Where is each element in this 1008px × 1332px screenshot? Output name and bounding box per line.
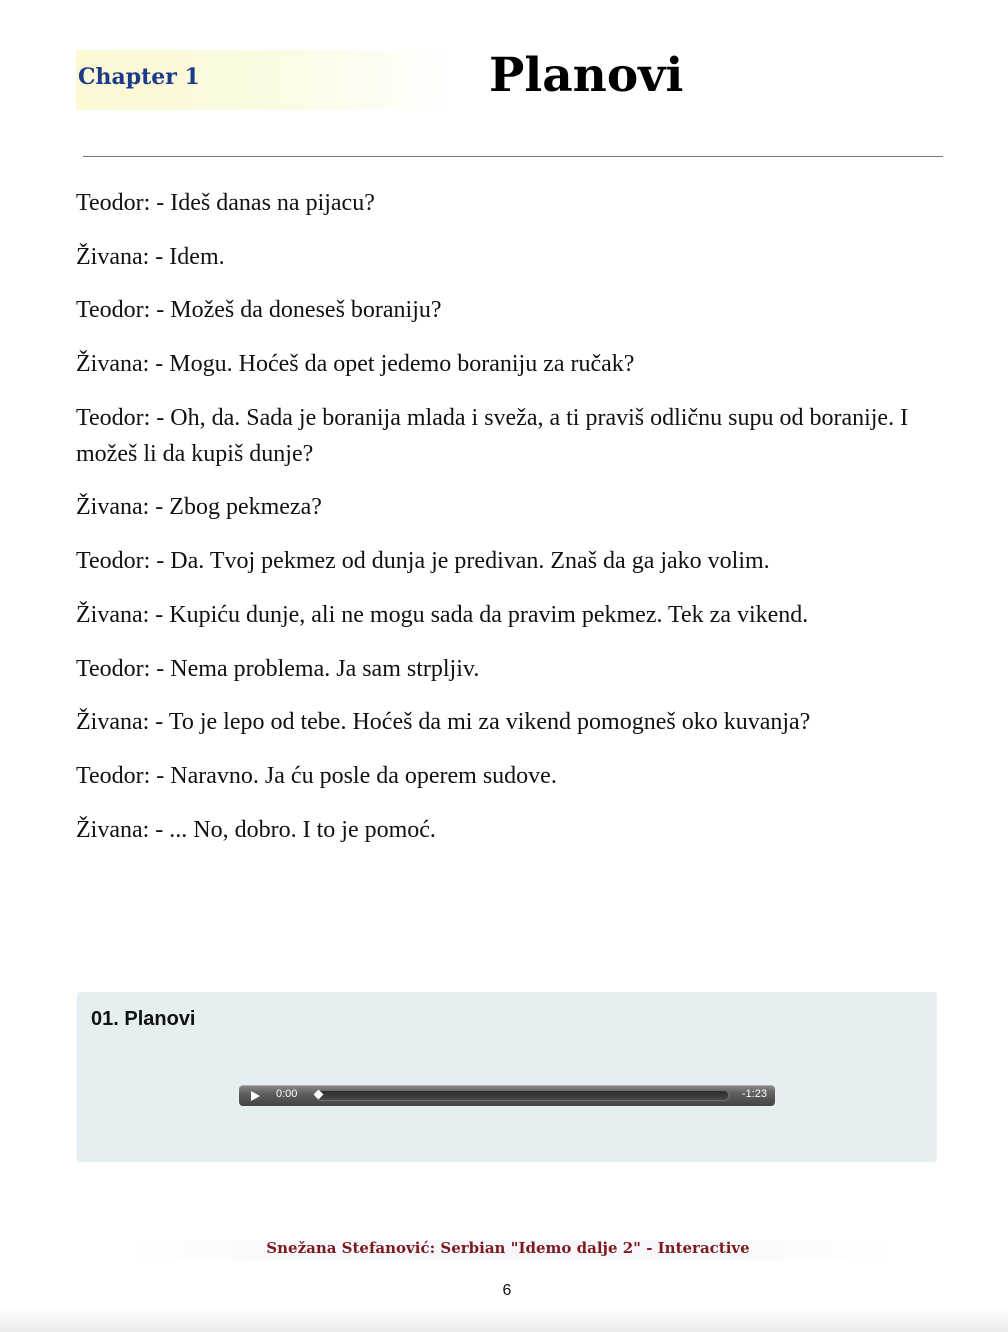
dialogue-line: Teodor: - Naravno. Ja ću posle da operem sudove.: [76, 762, 557, 789]
dialogue-line: Živana: - Zbog pekmeza?: [76, 494, 322, 521]
dialogue-line: Teodor: - Oh, da. Sada je boranija mlada i sveža, a ti praviš odličnu supu od boranije. I možeš li da kupiš dunje?: [76, 404, 909, 467]
chapter-label: Chapter 1: [78, 64, 200, 90]
footer-credit: Snežana Stefanović: Serbian "Idemo dalje 2" - Interactive: [266, 1239, 750, 1257]
dialogue-line: Živana: - Mogu. Hoćeš da opet jedemo boraniju za ručak?: [76, 351, 635, 378]
audio-player[interactable]: [239, 1085, 775, 1106]
bottom-shadow: [0, 1306, 1008, 1332]
audio-title: 01. Planovi: [91, 1008, 196, 1030]
play-icon[interactable]: [251, 1091, 260, 1101]
dialogue-line: Teodor: - Nema problema. Ja sam strpljiv.: [76, 655, 480, 682]
page-number: 6: [502, 1282, 512, 1299]
audio-widget: [77, 992, 937, 1162]
seek-bar[interactable]: [315, 1090, 729, 1101]
dialogue-line: Teodor: - Možeš da doneseš boraniju?: [76, 297, 442, 324]
remaining-time: -1:23: [741, 1088, 767, 1100]
dialogue-line: Teodor: - Da. Tvoj pekmez od dunja je predivan. Znaš da ga jako volim.: [76, 548, 770, 575]
title-divider: [83, 156, 943, 157]
dialogue-line: Teodor: - Ideš danas na pijacu?: [76, 190, 375, 216]
dialogue-line: Živana: - Kupiću dunje, ali ne mogu sada da pravim pekmez. Tek za vikend.: [76, 601, 809, 628]
dialogue-line: Živana: - ... No, dobro. I to je pomoć.: [76, 816, 436, 843]
page-title: Planovi: [489, 48, 684, 103]
dialogue-text: [76, 185, 936, 865]
current-time: 0:00: [276, 1088, 298, 1100]
dialogue-line: Živana: - Idem.: [76, 243, 225, 270]
dialogue-line: Živana: - To je lepo od tebe. Hoćeš da mi za vikend pomogneš oko kuvanja?: [76, 709, 811, 736]
